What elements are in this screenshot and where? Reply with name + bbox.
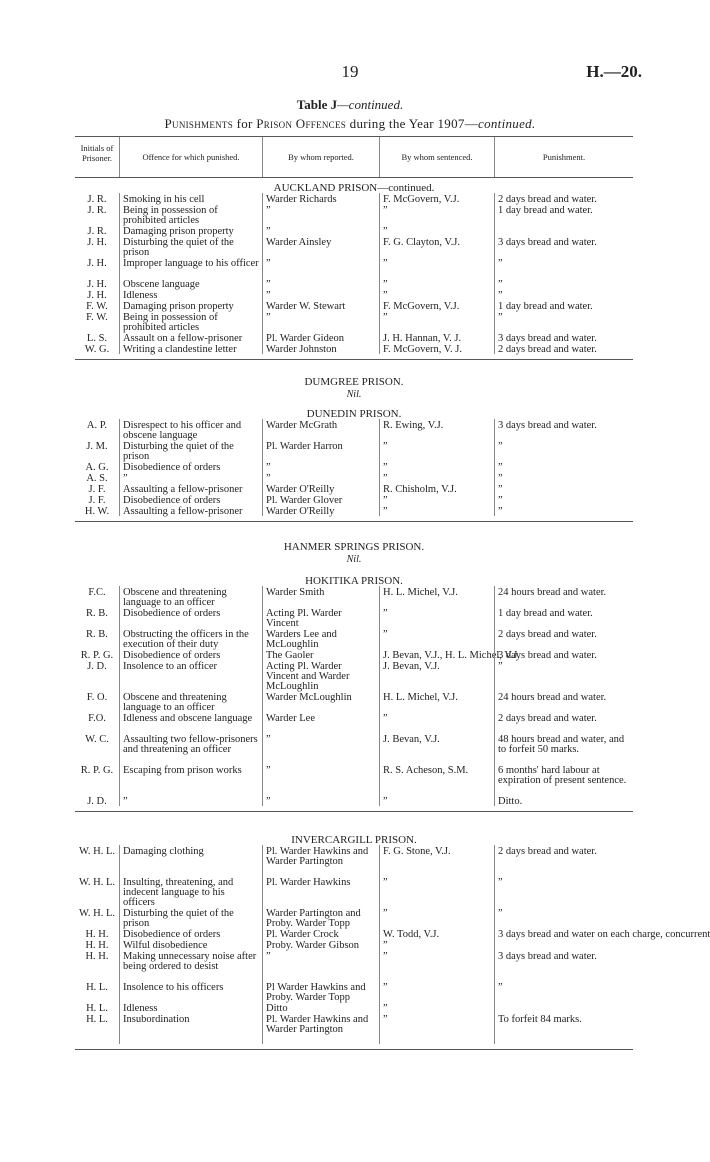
- punishment-cell: 3 days bread and water on each charge, concurrent: [498, 929, 710, 940]
- prisoner-initials: A. S.: [86, 473, 108, 484]
- offence-cell: Making unnecessary noise after being ordered to desist: [123, 951, 257, 972]
- reported-by-cell: Pl. Warder Hawkins: [266, 877, 351, 888]
- offence-cell: Obscene and threatening language to an officer: [123, 587, 227, 608]
- prisoner-initials: H. H.: [85, 951, 109, 962]
- prisoner-initials: R. P. G.: [80, 650, 114, 661]
- offence-cell: Assault on a fellow-prisoner: [123, 333, 243, 344]
- reported-by-cell: ”: [266, 312, 271, 323]
- sentenced-by-cell: F. G. Stone, V.J.: [383, 846, 451, 857]
- sentenced-by-cell: ”: [383, 290, 388, 301]
- column-divider: [494, 193, 495, 354]
- reported-by-cell: The Gaoler: [266, 650, 314, 661]
- punishment-cell: 1 day bread and water.: [498, 301, 593, 312]
- reported-by-cell: Warder O'Reilly: [266, 506, 335, 517]
- offence-cell: Assaulting a fellow-prisoner: [123, 506, 243, 517]
- prisoner-initials: J. R.: [87, 205, 107, 216]
- header-top-rule: [75, 136, 633, 137]
- sentenced-by-cell: ”: [383, 877, 388, 888]
- offence-cell: Disturbing the quiet of the prison: [123, 908, 234, 929]
- section-nil: Nil.: [346, 389, 362, 400]
- reported-by-cell: Pl. Warder Hawkins and Warder Partington: [266, 846, 369, 867]
- reported-by-cell: ”: [266, 226, 271, 237]
- sentenced-by-cell: ”: [383, 226, 388, 237]
- reported-by-cell: ”: [266, 279, 271, 290]
- section-title: INVERCARGILL PRISON.: [291, 834, 417, 846]
- offence-cell: Idleness: [123, 1003, 158, 1014]
- punishment-cell: Ditto.: [498, 796, 523, 807]
- offence-cell: Disrespect to his officer and obscene language: [123, 420, 242, 441]
- offence-cell: Being in possession of prohibited articles: [123, 205, 218, 226]
- prisoner-initials: F. W.: [86, 301, 108, 312]
- punishment-cell: 24 hours bread and water.: [498, 587, 607, 598]
- punishment-cell: ”: [498, 312, 503, 323]
- column-divider: [379, 419, 380, 516]
- column-divider: [494, 586, 495, 806]
- header-bottom-rule: [75, 177, 633, 178]
- reported-by-cell: Warder Smith: [266, 587, 325, 598]
- subtitle-part: during the Year 1907—: [346, 116, 478, 131]
- prisoner-initials: H. L.: [86, 1003, 108, 1014]
- sentenced-by-cell: R. Ewing, V.J.: [383, 420, 444, 431]
- reported-by-cell: Pl. Warder Gideon: [266, 333, 344, 344]
- offence-cell: Smoking in his cell: [123, 194, 205, 205]
- table-title-main: Table J: [296, 97, 338, 112]
- offence-cell: Escaping from prison works: [123, 765, 242, 776]
- prisoner-initials: F.C.: [88, 587, 106, 598]
- offence-cell: Assaulting a fellow-prisoner: [123, 484, 243, 495]
- punishment-cell: ”: [498, 279, 503, 290]
- offence-cell: Damaging clothing: [123, 846, 204, 857]
- section-rule: [75, 1049, 633, 1050]
- sentenced-by-cell: H. L. Michel, V.J.: [383, 692, 458, 703]
- reported-by-cell: ”: [266, 951, 271, 962]
- punishment-cell: To forfeit 84 marks.: [498, 1014, 582, 1025]
- reported-by-cell: Acting Pl. Warder Vincent and Warder McLoughlin: [266, 661, 350, 692]
- punishment-cell: ”: [498, 258, 503, 269]
- prisoner-initials: J. D.: [87, 796, 107, 807]
- sentenced-by-cell: H. L. Michel, V.J.: [383, 587, 458, 598]
- punishment-cell: 3 days bread and water.: [498, 333, 597, 344]
- table-title-continued: —continued.: [337, 97, 404, 112]
- sentenced-by-cell: ”: [383, 1003, 388, 1014]
- sentenced-by-cell: ”: [383, 951, 388, 962]
- column-divider: [262, 193, 263, 354]
- reported-by-cell: ”: [266, 796, 271, 807]
- reported-by-cell: Acting Pl. Warder Vincent: [266, 608, 342, 629]
- reported-by-cell: Warder Johnston: [266, 344, 337, 355]
- sentenced-by-cell: ”: [383, 258, 388, 269]
- sentenced-by-cell: F. G. Clayton, V.J.: [383, 237, 460, 248]
- punishment-cell: 2 days bread and water.: [498, 846, 597, 857]
- column-divider: [119, 586, 120, 806]
- reported-by-cell: Pl. Warder Crock: [266, 929, 339, 940]
- section-title: DUNEDIN PRISON.: [306, 408, 402, 420]
- offence-cell: Wilful disobedience: [123, 940, 208, 951]
- offence-cell: Insolence to his officers: [123, 982, 224, 993]
- sentenced-by-cell: W. Todd, V.J.: [383, 929, 440, 940]
- punishment-cell: 1 day bread and water.: [498, 608, 593, 619]
- prisoner-initials: J. H.: [87, 258, 107, 269]
- sentenced-by-cell: ”: [383, 462, 388, 473]
- sentenced-by-cell: ”: [383, 312, 388, 323]
- prisoner-initials: W. G.: [84, 344, 110, 355]
- prisoner-initials: A. P.: [86, 420, 108, 431]
- sentenced-by-cell: ”: [383, 1014, 388, 1025]
- punishment-cell: ”: [498, 661, 503, 672]
- offence-cell: Disobedience of orders: [123, 462, 221, 473]
- sentenced-by-cell: ”: [383, 279, 388, 290]
- reported-by-cell: Pl Warder Hawkins and Proby. Warder Topp: [266, 982, 366, 1003]
- column-divider: [494, 845, 495, 1044]
- punishment-cell: 3 days bread and water.: [498, 951, 597, 962]
- prisoner-initials: L. S.: [86, 333, 108, 344]
- offence-cell: Disturbing the quiet of the prison: [123, 441, 234, 462]
- reported-by-cell: ”: [266, 290, 271, 301]
- punishment-cell: ”: [498, 982, 503, 993]
- offence-cell: Insubordination: [123, 1014, 190, 1025]
- sentenced-by-cell: ”: [383, 796, 388, 807]
- prisoner-initials: R. B.: [86, 629, 108, 640]
- offence-cell: Obstructing the officers in the execution of their duty: [123, 629, 249, 650]
- sentenced-by-cell: ”: [383, 205, 388, 216]
- reported-by-cell: Warder Ainsley: [266, 237, 332, 248]
- punishment-cell: ”: [498, 506, 503, 517]
- punishment-cell: 2 days bread and water.: [498, 194, 597, 205]
- offence-cell: Assaulting two fellow-prisoners and threatening an officer: [123, 734, 258, 755]
- document-reference: H.—20.: [586, 62, 642, 81]
- column-divider: [119, 419, 120, 516]
- offence-cell: Idleness: [123, 290, 158, 301]
- offence-cell: Disobedience of orders: [123, 608, 221, 619]
- punishment-cell: 3 days bread and water.: [498, 237, 597, 248]
- sentenced-by-cell: ”: [383, 713, 388, 724]
- prisoner-initials: A. G.: [85, 462, 109, 473]
- offence-cell: Disobedience of orders: [123, 650, 221, 661]
- column-header-punishment: Punishment.: [542, 152, 586, 162]
- offence-cell: Disobedience of orders: [123, 495, 221, 506]
- reported-by-cell: Warder Richards: [266, 194, 337, 205]
- prisoner-initials: J. H.: [87, 279, 107, 290]
- table-subtitle: [0, 116, 700, 132]
- offence-cell: Being in possession of prohibited articles: [123, 312, 218, 333]
- section-title: AUCKLAND PRISON—continued.: [273, 182, 435, 194]
- sentenced-by-cell: J. Bevan, V.J.: [383, 734, 440, 745]
- punishment-cell: 24 hours bread and water.: [498, 692, 607, 703]
- punishment-cell: ”: [498, 462, 503, 473]
- prisoner-initials: F. W.: [86, 312, 108, 323]
- prisoner-initials: J. R.: [87, 194, 107, 205]
- column-divider: [119, 193, 120, 354]
- prisoner-initials: H. H.: [85, 929, 109, 940]
- column-divider: [494, 419, 495, 516]
- subtitle-part: Prison Offences: [256, 116, 347, 131]
- prisoner-initials: W. H. L.: [78, 908, 116, 919]
- punishment-cell: ”: [498, 877, 503, 888]
- sentenced-by-cell: R. S. Acheson, S.M.: [383, 765, 469, 776]
- punishment-cell: ”: [498, 908, 503, 919]
- section-rule: [75, 811, 633, 812]
- prisoner-initials: W. C.: [85, 734, 109, 745]
- offence-cell: Disturbing the quiet of the prison: [123, 237, 234, 258]
- section-title: HANMER SPRINGS PRISON.: [283, 541, 425, 553]
- reported-by-cell: ”: [266, 765, 271, 776]
- sentenced-by-cell: F. McGovern, V.J.: [383, 301, 460, 312]
- page-number: 19: [341, 62, 359, 81]
- reported-by-cell: Warder McLoughlin: [266, 692, 352, 703]
- reported-by-cell: ”: [266, 473, 271, 484]
- punishment-cell: 3 days bread and water.: [498, 420, 597, 431]
- sentenced-by-cell: ”: [383, 473, 388, 484]
- offence-cell: ”: [123, 796, 128, 807]
- offence-cell: Obscene and threatening language to an officer: [123, 692, 227, 713]
- subtitle-part: for: [233, 116, 257, 131]
- offence-cell: Improper language to his officer: [123, 258, 259, 269]
- punishment-cell: 1 day bread and water.: [498, 205, 593, 216]
- column-divider: [119, 845, 120, 1044]
- punishment-cell: ”: [498, 484, 503, 495]
- offence-cell: Disobedience of orders: [123, 929, 221, 940]
- reported-by-cell: Pl. Warder Glover: [266, 495, 343, 506]
- prisoner-initials: J. F.: [88, 495, 106, 506]
- column-divider: [262, 586, 263, 806]
- subtitle-continued: continued.: [478, 116, 536, 131]
- sentenced-by-cell: R. Chisholm, V.J.: [383, 484, 457, 495]
- reported-by-cell: ”: [266, 205, 271, 216]
- sentenced-by-cell: ”: [383, 495, 388, 506]
- reported-by-cell: ”: [266, 734, 271, 745]
- offence-cell: Damaging prison property: [123, 226, 234, 237]
- column-header-initials: Initials of Prisoner.: [80, 143, 114, 163]
- prisoner-initials: J. R.: [87, 226, 107, 237]
- reported-by-cell: Warder McGrath: [266, 420, 338, 431]
- table-title: [0, 97, 700, 113]
- column-divider: [262, 419, 263, 516]
- reported-by-cell: Proby. Warder Gibson: [266, 940, 360, 951]
- prisoner-initials: J. F.: [88, 484, 106, 495]
- punishment-cell: 2 days bread and water.: [498, 344, 597, 355]
- offence-cell: ”: [123, 473, 128, 484]
- section-nil: Nil.: [346, 554, 362, 565]
- sentenced-by-cell: ”: [383, 441, 388, 452]
- column-divider: [379, 845, 380, 1044]
- column-header-offence: Offence for which punished.: [142, 152, 240, 162]
- section-title: HOKITIKA PRISON.: [305, 575, 403, 587]
- sentenced-by-cell: J. Bevan, V.J.: [383, 661, 440, 672]
- offence-cell: Obscene language: [123, 279, 200, 290]
- column-header-reported: By whom reported.: [288, 152, 354, 162]
- sentenced-by-cell: F. McGovern, V.J.: [383, 194, 460, 205]
- reported-by-cell: Warder O'Reilly: [266, 484, 335, 495]
- sentenced-by-cell: J. Bevan, V.J., H. L. Michel, V.J.: [383, 650, 520, 661]
- prisoner-initials: W. H. L.: [78, 877, 116, 888]
- sentenced-by-cell: ”: [383, 506, 388, 517]
- punishment-cell: 2 days bread and water.: [498, 713, 597, 724]
- reported-by-cell: Pl. Warder Harron: [266, 441, 343, 452]
- punishment-cell: 6 months' hard labour at expiration of present sentence.: [498, 765, 627, 786]
- prisoner-initials: H. H.: [85, 940, 109, 951]
- column-divider: [379, 586, 380, 806]
- punishment-cell: ”: [498, 441, 503, 452]
- reported-by-cell: Warders Lee and McLoughlin: [266, 629, 337, 650]
- sentenced-by-cell: ”: [383, 908, 388, 919]
- section-rule: [75, 521, 633, 522]
- sentenced-by-cell: ”: [383, 982, 388, 993]
- punishment-cell: 48 hours bread and water, and to forfeit 50 marks.: [498, 734, 625, 755]
- prisoner-initials: J. H.: [87, 290, 107, 301]
- offence-cell: Insolence to an officer: [123, 661, 217, 672]
- prisoner-initials: W. H. L.: [78, 846, 116, 857]
- punishment-cell: 3 days bread and water.: [498, 650, 597, 661]
- section-rule: [75, 359, 633, 360]
- reported-by-cell: Ditto: [266, 1003, 288, 1014]
- sentenced-by-cell: ”: [383, 629, 388, 640]
- offence-cell: Writing a clandestine letter: [123, 344, 237, 355]
- prisoner-initials: R. P. G.: [80, 765, 114, 776]
- sentenced-by-cell: F. McGovern, V. J.: [383, 344, 462, 355]
- offence-cell: Insulting, threatening, and indecent language to his officers: [123, 877, 234, 908]
- column-divider: [379, 193, 380, 354]
- prisoner-initials: J. H.: [87, 237, 107, 248]
- offence-cell: Idleness and obscene language: [123, 713, 253, 724]
- prisoner-initials: H. W.: [84, 506, 110, 517]
- reported-by-cell: ”: [266, 462, 271, 473]
- sentenced-by-cell: ”: [383, 940, 388, 951]
- prisoner-initials: J. D.: [87, 661, 107, 672]
- punishment-cell: ”: [498, 473, 503, 484]
- subtitle-part: Punishments: [164, 116, 234, 131]
- reported-by-cell: ”: [266, 258, 271, 269]
- reported-by-cell: Pl. Warder Hawkins and Warder Partington: [266, 1014, 369, 1035]
- prisoner-initials: R. B.: [86, 608, 108, 619]
- section-title: DUMGREE PRISON.: [304, 376, 404, 388]
- reported-by-cell: Warder Lee: [266, 713, 315, 724]
- reported-by-cell: Warder Partington and Proby. Warder Topp: [266, 908, 361, 929]
- sentenced-by-cell: J. H. Hannan, V. J.: [383, 333, 462, 344]
- prisoner-initials: H. L.: [86, 1014, 108, 1025]
- column-header-sentenced: By whom sentenced.: [401, 152, 473, 162]
- reported-by-cell: Warder W. Stewart: [266, 301, 346, 312]
- column-divider: [262, 845, 263, 1044]
- punishment-cell: ”: [498, 495, 503, 506]
- sentenced-by-cell: ”: [383, 608, 388, 619]
- prisoner-initials: F.O.: [88, 713, 106, 724]
- punishment-cell: ”: [498, 290, 503, 301]
- offence-cell: Damaging prison property: [123, 301, 234, 312]
- prisoner-initials: H. L.: [86, 982, 108, 993]
- punishment-cell: 2 days bread and water.: [498, 629, 597, 640]
- prisoner-initials: J. M.: [86, 441, 108, 452]
- prisoner-initials: F. O.: [86, 692, 108, 703]
